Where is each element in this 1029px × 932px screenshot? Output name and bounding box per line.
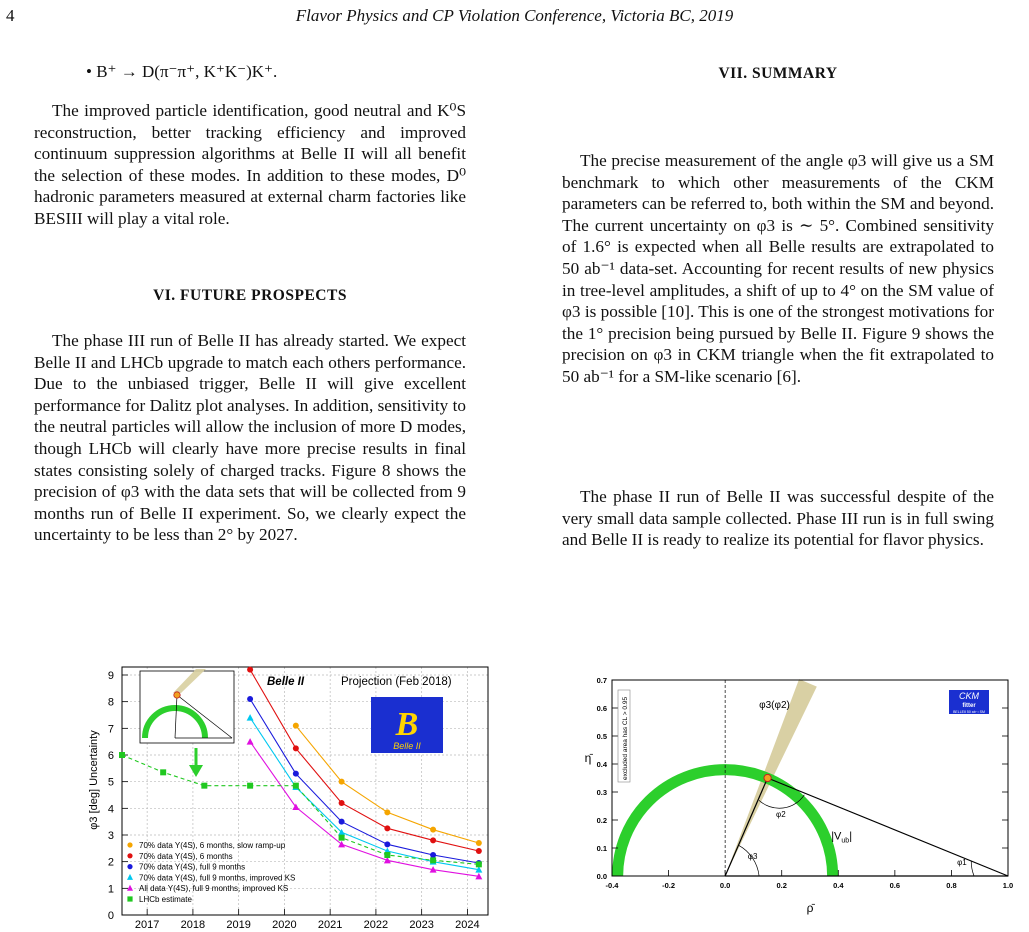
series-point xyxy=(339,819,345,825)
y-tick-label: 5 xyxy=(107,776,114,789)
legend-label: LHCb estimate xyxy=(139,895,192,904)
y-tick-label: 7 xyxy=(107,723,114,736)
series-point xyxy=(119,752,125,758)
series-point xyxy=(430,857,436,863)
figure-9-ckm-triangle xyxy=(578,672,1023,917)
section-vii-title: VII. SUMMARY xyxy=(718,65,838,82)
phi1-label: φ1 xyxy=(957,857,967,867)
series-point xyxy=(247,667,253,673)
right-paragraph-2 xyxy=(562,486,994,551)
legend-marker xyxy=(127,896,132,901)
section-vi-title: VI. FUTURE PROSPECTS xyxy=(153,287,347,304)
legend-label: 70% data Y(4S), full 9 months xyxy=(139,862,246,872)
series-point xyxy=(339,835,345,841)
svg-text:B: B xyxy=(395,706,419,743)
ckmfitter-badge xyxy=(949,690,989,714)
right-paragraph-1 xyxy=(562,150,994,388)
series-point xyxy=(293,745,299,751)
y-tick-label: 2 xyxy=(107,856,114,869)
legend-label: 70% data Y(4S), full 9 months, improved KS xyxy=(139,873,296,883)
y-tick-label: 8 xyxy=(107,696,114,709)
badge-sub: fitter xyxy=(962,703,976,709)
series-point xyxy=(293,723,299,729)
series-point xyxy=(339,800,345,806)
right-paragraph-2-text: The phase II run of Belle II was successful despite of the very small data sample collected. Phase III run is in full swing and Belle II is ready to realize its potential for flavor physics. xyxy=(562,487,994,550)
badge-title: CKM xyxy=(959,691,979,701)
left-paragraph-2-text: The phase III run of Belle II has already started. We expect Belle II and LHCb upgrade to match each others performance. Due to the unbiased trigger, Belle II will give excellent performance for Dalitz plot analyses. In addition, sensitivity to the neutral particles will allow the inclusion of more D modes, though LHCb will clearly have more precise results in final states consisting solely of charged tracks. Figure 8 shows the precision of φ3 with the data sets that will be collected from 9 months run of Belle II experiment. So, we clearly expect the uncertainty to be less than 2° by 2027. xyxy=(34,331,466,545)
series-point xyxy=(384,809,390,815)
ckm-x-tick-label: 0.8 xyxy=(946,881,957,890)
x-tick-label: 2020 xyxy=(272,919,297,930)
legend-marker xyxy=(127,842,132,847)
series-point xyxy=(247,783,253,789)
ckm-y-tick-label: 0.2 xyxy=(596,816,607,825)
ckm-x-tick-label: 0.0 xyxy=(719,881,731,890)
x-tick-label: 2023 xyxy=(409,919,434,930)
left-paragraph-2 xyxy=(34,330,466,546)
chart-title-prefix: Belle II xyxy=(267,676,305,688)
series-point xyxy=(201,783,207,789)
phi2-label: φ2 xyxy=(776,810,786,820)
ckm-x-axis-label: ρ̄ xyxy=(806,901,814,915)
x-tick-label: 2019 xyxy=(226,919,251,930)
left-paragraph-1 xyxy=(34,100,466,230)
ckm-y-tick-label: 0.0 xyxy=(596,872,607,881)
y-tick-label: 9 xyxy=(107,670,114,682)
legend-label: All data Y(4S), full 9 months, improved KS xyxy=(139,884,289,894)
inset-ckm-plot xyxy=(140,669,234,743)
y-tick-label: 1 xyxy=(107,883,114,896)
x-tick-label: 2017 xyxy=(134,919,160,930)
ckm-x-tick-label: 0.6 xyxy=(889,881,901,890)
series-point xyxy=(339,779,345,785)
x-tick-label: 2022 xyxy=(363,919,389,930)
belle-ii-logo xyxy=(371,697,443,753)
series-point xyxy=(430,827,436,833)
bullet-decay-mode: • B⁺ → D(π⁻π⁺, K⁺K⁻)K⁺. xyxy=(86,62,278,81)
chart-title: Projection (Feb 2018) xyxy=(341,676,452,688)
excluded-area-text: excluded area has CL > 0.95 xyxy=(622,696,629,780)
vub-label: $|V_{ub}|$ xyxy=(831,830,853,845)
series-point xyxy=(384,825,390,831)
y-tick-label: 4 xyxy=(107,803,114,816)
ckm-y-axis-label: η̄ xyxy=(584,751,592,765)
logo-text: Belle II xyxy=(393,741,421,751)
apex-marker xyxy=(764,774,771,781)
phi3-phi2-label: φ3(φ2) xyxy=(759,700,790,711)
ckm-y-tick-label: 0.1 xyxy=(596,844,607,853)
x-tick-label: 2021 xyxy=(317,919,343,930)
ckm-y-tick-label: 0.3 xyxy=(596,788,607,797)
ckm-y-tick-label: 0.5 xyxy=(596,732,607,741)
series-point xyxy=(476,861,482,867)
y-tick-label: 0 xyxy=(107,910,114,922)
legend-label: 70% data Y(4S), 6 months xyxy=(139,851,233,861)
legend-label: 70% data Y(4S), 6 months, slow ramp-up xyxy=(139,841,286,850)
ckm-x-tick-label: 0.4 xyxy=(833,881,844,890)
ckm-y-tick-label: 0.6 xyxy=(596,704,607,713)
series-point xyxy=(293,783,299,789)
legend-marker xyxy=(127,853,132,858)
ckm-x-tick-label: 0.2 xyxy=(776,881,787,890)
x-tick-label: 2024 xyxy=(455,919,480,930)
badge-small: BELLEII 50 ab⁻¹ SM xyxy=(953,710,985,714)
series-point xyxy=(293,771,299,777)
y-tick-label: 6 xyxy=(107,750,114,762)
series-point xyxy=(476,848,482,854)
series-point xyxy=(430,852,436,858)
right-paragraph-1-text: The precise measurement of the angle φ3 will give us a SM benchmark to which other measurements of the CKM parameters can be referred to, both within the SM and beyond. The current uncertainty on φ3 is ∼ 5°. Combined sensitivity of 1.6° is expected when all Belle results are extrapolated to 50 ab⁻¹ data-set. Accounting for recent results of new physics in tree-level amplitudes, a shift of up to 4° on the SM value of φ3 is possible [10]. This is one of the strongest motivations for the 1° precision being pursued by Belle II. Figure 9 shows the precision on φ3 in CKM triangle when the fit extrapolated to 50 ab⁻¹ for a SM-like scenario [6]. xyxy=(562,151,994,386)
left-paragraph-1-text: The improved particle identification, good neutral and K⁰S reconstruction, better tracking efficiency and improved continuum suppression algorithms at Belle II will all benefit the selection of these modes. In addition to these modes, D⁰ hadronic parameters measured at external charm factories like BESIII will play a vital role. xyxy=(34,101,466,228)
series-point xyxy=(384,852,390,858)
ckm-y-tick-label: 0.4 xyxy=(596,760,607,769)
running-header: Flavor Physics and CP Violation Conference, Victoria BC, 2019 xyxy=(295,6,734,25)
legend-marker xyxy=(127,864,132,869)
ckm-x-tick-label: -0.2 xyxy=(662,881,676,890)
ckm-y-tick-label: 0.7 xyxy=(596,676,607,685)
series-point xyxy=(160,769,166,775)
x-tick-label: 2018 xyxy=(180,919,206,930)
y-axis-label: φ3 [deg] Uncertainty xyxy=(88,730,100,830)
series-point xyxy=(247,696,253,702)
figure-8-phi3-projection-chart xyxy=(84,655,494,930)
excluded-area-label xyxy=(618,690,630,782)
ckm-x-tick-label: 1.0 xyxy=(1002,881,1014,890)
series-point xyxy=(430,837,436,843)
ckm-x-tick-label: -0.4 xyxy=(605,881,619,890)
series-point xyxy=(384,841,390,847)
page-number: 4 xyxy=(6,6,15,25)
phi3-label: φ3 xyxy=(747,852,758,862)
series-point xyxy=(476,840,482,846)
y-tick-label: 3 xyxy=(107,830,114,842)
